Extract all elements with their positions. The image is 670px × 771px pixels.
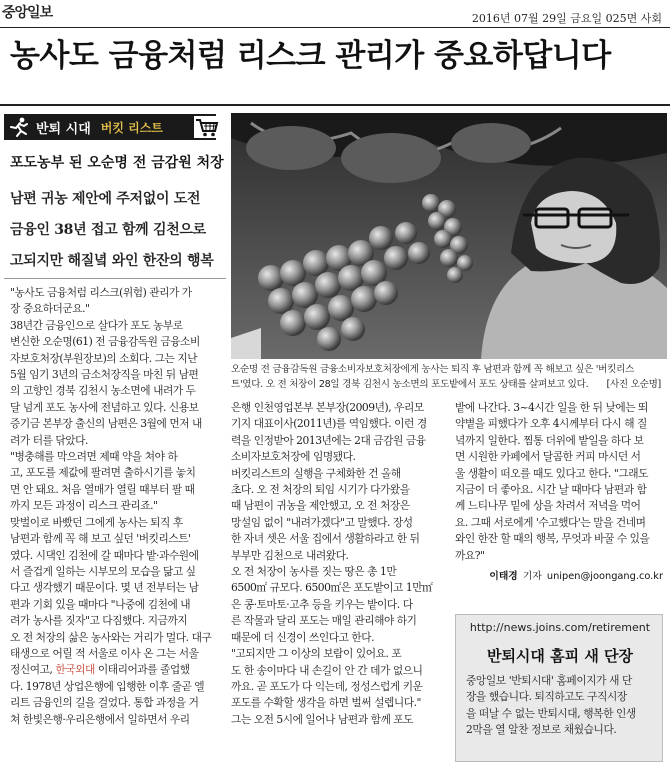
article-line: 른 작물과 달리 포도는 매일 관리해야 하기	[231, 614, 417, 628]
byline-email: unipen@joongang.co.kr	[546, 571, 663, 582]
article-line: "농사도 금융처럼 리스크(위험) 관리가 가	[10, 286, 192, 299]
article-line: 였다. 시댁인 김천에 갈 때마다 밭·과수원에	[10, 548, 199, 562]
article-line: 까요. 곧 포도가 다 익는데, 정성스럽게 키운	[231, 679, 423, 693]
top-rule	[0, 27, 670, 28]
article-line: 자보호처장(부원장보)의 소회다. 그는 지난	[10, 351, 198, 365]
article-line: 정신여고, 한국외대 이태리어과를 졸업했	[10, 663, 190, 677]
promo-line: 중앙일보 '반퇴시대' 홈페이지가 새 단	[466, 674, 632, 687]
vineyard-photo	[231, 113, 667, 359]
deck-line: 고되지만 해질녘 와인 한잔의 행복	[10, 253, 214, 269]
article-line: "병충해를 막으려면 제때 약을 쳐야 하	[10, 450, 178, 464]
caption-line: 오순명 전 금융감독원 금융소비자보호처장에게 농사는 퇴직 후 남편과 함께 꼭 해보고 싶은 '버킷리스	[231, 364, 635, 375]
article-line: 오 전 처장의 삶은 농사와는 거리가 멀다. 대구	[10, 630, 212, 644]
promo-url[interactable]: http://news.joins.com/retirement	[469, 621, 651, 634]
column-3-text	[455, 400, 665, 564]
column-3	[455, 400, 665, 610]
article-line: 려가 터를 닦았다.	[10, 433, 88, 447]
headline: 농사도 금융처럼 리스크 관리가 중요하답니다	[10, 38, 611, 74]
article-line: 오 전 처장이 농사를 짓는 땅은 총 1만	[231, 565, 397, 579]
article-line: 장 중요하더군요."	[10, 302, 90, 316]
article-line: 망설임 없이 "내려가겠다"고 말했다. 장성	[231, 515, 413, 529]
article-line: 면 안 돼요. 처음 열매가 열릴 때부터 팔 때	[10, 482, 195, 496]
promo-line: 을 떠날 수 없는 반퇴시대, 행복한 인생	[466, 706, 636, 720]
byline	[489, 564, 663, 583]
article-line: 변신한 오순명(61) 전 금융감독원 금융소비	[10, 335, 200, 349]
article-line: 5월 임기 3년의 금소처장직을 마친 뒤 남편	[10, 368, 199, 382]
article-line: 달 넘게 포도 농사에 전념하고 있다. 신용보	[10, 400, 199, 414]
article-line: 소비자보호처장에 임명됐다.	[231, 450, 356, 464]
article-line: 께 느티나무 밑에 상을 차려서 저녁을 먹어	[455, 499, 641, 513]
byline-label: 기자	[522, 571, 542, 582]
article-line: 지금이 더 좋아요. 시간 날 때마다 남편과 함	[455, 483, 647, 497]
deck-rule	[4, 278, 226, 279]
column-2	[231, 400, 443, 771]
column-2-text	[231, 400, 443, 728]
article-line: 와인 한잔 할 때의 행복, 무엇과 바꿀 수 있을	[455, 532, 650, 546]
promo-line: 장을 했습니다. 퇴직하고도 구직시장	[466, 690, 627, 704]
series-badge	[4, 114, 216, 140]
article-line: 서 즐겁게 일하는 시부모의 모습을 닮고 싶	[10, 564, 196, 578]
column-1	[10, 285, 222, 771]
article-line: 다. 1978년 상업은행에 입행한 이후 줄곧 엘	[10, 679, 205, 693]
promo-box	[455, 614, 663, 762]
article-line: 려가 농사를 짓자"고 다짐했다. 지금까지	[10, 614, 188, 628]
article-line: 한 자녀 셋은 서울 집에서 생활하라고 한 뒤	[231, 532, 420, 546]
caption-line: 트'였다. 오 전 처장이 28일 경북 김천시 농소면의 포도밭에서 포도 상태를 살펴보고 있다.	[231, 379, 589, 390]
article-line: 은 콩·토마토·고추 등을 키우는 밭이다. 다	[231, 597, 413, 611]
article-line: 다고 생각했기 때문이다. 몇 년 전부터는 남	[10, 581, 199, 595]
promo-line: 2막을 열 알찬 정보로 채웠습니다.	[466, 723, 617, 737]
photo-credit: [사진 오순명]	[606, 379, 661, 390]
article-line: 리트 금융인의 길을 걸었다. 통합 과정을 거	[10, 696, 199, 710]
newspaper-logo: 중앙일보	[2, 5, 53, 21]
article-line: 남편과 함께 꼭 해 보고 싶던 '버킷리스트'	[10, 532, 191, 546]
article-line: 6500㎡ 규모다. 6500㎡은 포도밭이고 1만㎡	[231, 581, 433, 595]
series-name: 반퇴 시대	[36, 121, 91, 137]
article-line: 은행 인천영업본부 본부장(2009년), 우리모	[231, 401, 424, 414]
column-1-text	[10, 285, 222, 728]
article-line: 태생으로 어릴 적 서울로 이사 온 그는 서울	[10, 646, 199, 660]
article-line: 초다. 오 전 처장의 퇴임 시기가 다가왔을	[231, 483, 410, 497]
article-line: "고되지만 그 이상의 보람이 있어요. 포	[231, 647, 402, 661]
article-line: 포도를 수확할 생각을 하면 벌써 설렙니다."	[231, 696, 422, 710]
byline-name: 이태경	[489, 571, 518, 582]
runner-icon	[8, 117, 30, 137]
article-line: 까지 모든 과정이 리스크 관리죠."	[10, 499, 158, 513]
article-line: 때 남편이 귀농을 제안했고, 오 전 처장은	[231, 499, 410, 513]
article-line: 력을 인정받아 2013년에는 2대 금감원 금융	[231, 433, 426, 447]
article-line: 그는 오전 5시에 일어나 남편과 함께 포도	[231, 712, 414, 726]
article-line: 요. 그때 서로에게 '수고했다'는 말을 건네며	[455, 515, 646, 529]
dateline: 2016년 07월 29일 금요일 025면 사회	[471, 12, 662, 25]
article-photo	[231, 113, 667, 359]
photo-caption	[231, 362, 661, 392]
series-sub: 버킷 리스트	[100, 120, 163, 135]
article-line: 밭에 나간다. 3~4시간 일을 한 뒤 낮에는 뙤	[455, 401, 648, 414]
article-line: 38년간 금융인으로 살다가 포도 농부로	[10, 318, 183, 332]
article-line: 편과 기회 있을 때마다 "나중에 김천에 내	[10, 597, 191, 611]
article-line: 증기금 본부장 출신의 남편은 3월에 먼저 내	[10, 417, 202, 431]
article-line: 약볕을 피했다가 오후 4시께부터 다시 해 질	[455, 417, 647, 431]
shopping-cart-icon	[194, 116, 220, 138]
article-line: 의 고향인 경북 김천시 농소면에 내려가 두	[10, 384, 196, 398]
promo-body	[466, 673, 656, 739]
subheadline: 포도농부 된 오순명 전 금감원 처장	[10, 155, 224, 171]
promo-title: 반퇴시대 홈피 새 단장	[486, 647, 634, 665]
article-line: 면 시원한 카페에서 달콤한 커피 마시던 서	[455, 450, 641, 464]
deck-line: 남편 귀농 제안에 주저없이 도전	[10, 191, 201, 207]
article-line: 도 한 송이마다 내 손길이 안 간 데가 없으니	[231, 663, 423, 677]
article-line: 녘까지 일한다. 찜통 더위에 밭일을 하다 보	[455, 433, 644, 447]
article-line: 버킷리스트의 실행을 구체화한 건 올해	[231, 466, 401, 480]
article-line: 쳐 한빛은행·우리은행에서 일하면서 우리	[10, 712, 190, 726]
deck-line: 금융인 38년 접고 함께 김천으로	[10, 222, 206, 238]
article-line: 부부만 김천으로 내려왔다.	[231, 548, 349, 562]
article-line: 까요?"	[455, 548, 485, 562]
highlighted-text: 한국외대	[55, 663, 95, 677]
article-line: 때문에 더 신경이 쓰인다고 한다.	[231, 630, 375, 644]
headline-rule	[0, 104, 670, 106]
article-line: 기지 대표이사(2011년)를 역임했다. 이런 경	[231, 417, 427, 431]
article-line: 고, 포도를 제값에 팔려면 출하시기를 놓치	[10, 466, 196, 480]
article-line: 맞벌이로 바빴던 그에게 농사는 퇴직 후	[10, 515, 183, 529]
article-line: 울 생활이 떠오를 때도 있다고 한다. "그래도	[455, 466, 648, 480]
